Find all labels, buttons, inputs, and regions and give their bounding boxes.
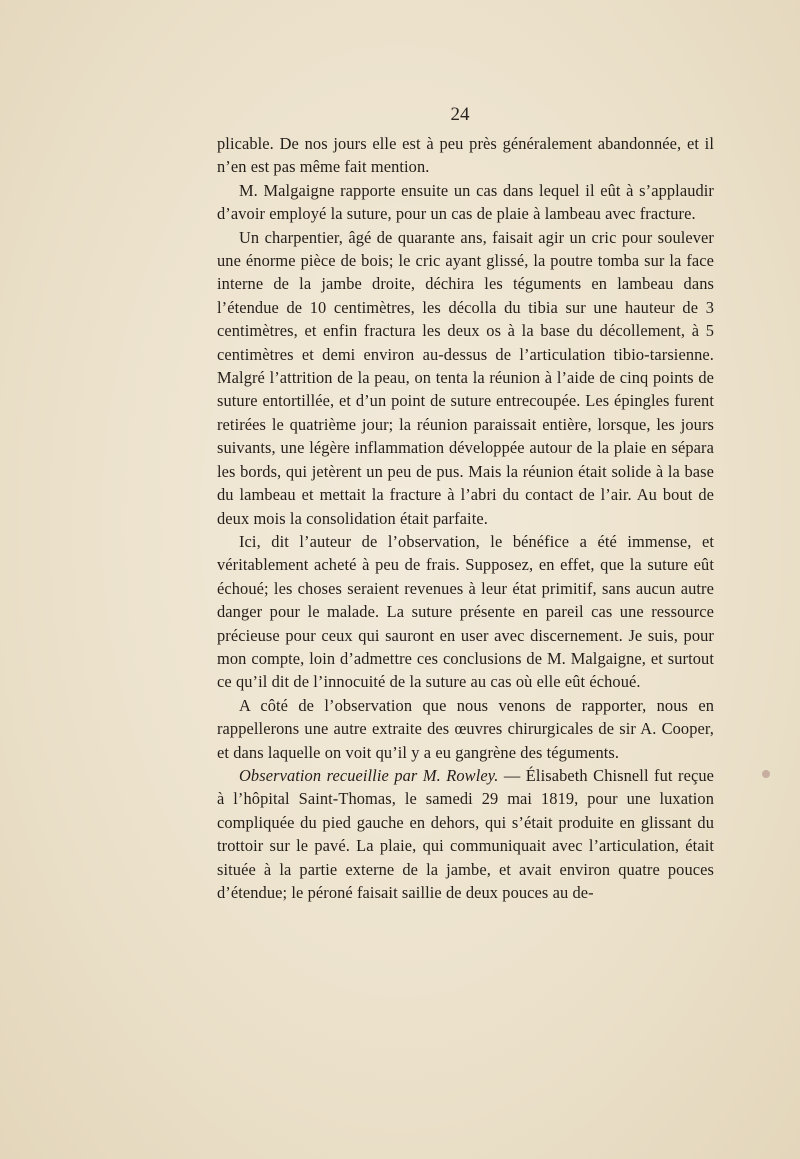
body-text — [217, 132, 714, 904]
paragraph-4: Ici, dit l’auteur de l’observation, le bénéfice a été immense, et véritablement acheté à peu de frais. Supposez, en effet, que la suture eût échoué; les choses seraient revenues à leur état primitif, sans aucun autre danger pour le malade. La suture présente en pareil cas une ressource précieuse pour ceux qui sauront en user avec discernement. Je suis, pour mon compte, loin d’admettre ces conclusions de M. Malgaigne, et surtout ce qu’il dit de l’innocuité de la suture au cas où elle eût échoué. — [217, 531, 714, 692]
observation-title: Observation recueillie par M. Rowley. — [239, 765, 499, 785]
paragraph-1: plicable. De nos jours elle est à peu près généralement abandonnée, et il n’en est pas même fait mention. — [217, 134, 714, 177]
paragraph-2: M. Malgaigne rapporte ensuite un cas dans lequel il eût à s’applaudir d’avoir employé la suture, pour un cas de plaie à lambeau avec fracture. — [217, 180, 714, 224]
paragraph-3: Un charpentier, âgé de quarante ans, faisait agir un cric pour soulever une énorme pièce de bois; le cric ayant glissé, la poutre tomba sur la face interne de la jambe droite, déchira les téguments en lambeau dans l’étendue de 10 centimètres, les décolla du tibia sur une hauteur de 3 centimètres, et enfin fractura les deux os à la base du décollement, à 5 centimètres et demi environ au-dessus de l’articulation tibio-tarsienne. Malgré l’attrition de la peau, on tenta la réunion à l’aide de cinq points de suture entortillée, et d’un point de suture entrecoupée. Les épingles furent retirées le quatrième jour; la réunion paraissait entière, lorsque, les jours suivants, une légère inflammation développée autour de la plaie en sépara les bords, qui jetèrent un peu de pus. Mais la réunion était solide à la base du lambeau et mettait la fracture à l’abri du contact de l’air. Au bout de deux mois la consolidation était parfaite. — [217, 227, 714, 528]
page-number: 24 — [450, 104, 470, 125]
ink-stain — [762, 770, 770, 778]
observation-paragraph — [217, 764, 714, 904]
paragraph-5: A côté de l’observation que nous venons de rapporter, nous en rappellerons une autre extraite des œuvres chirurgicales de sir A. Cooper, et dans laquelle on voit qu’il y a eu gangrène des téguments. — [217, 695, 714, 762]
observation-text: — Élisabeth Chisnell fut reçue à l’hôpital Saint-Thomas, le samedi 29 mai 1819, pour une luxation compliquée du pied gauche en dehors, qui s’était produite en glissant du trottoir sur le pavé. La plaie, qui communiquait avec l’articulation, était située à la partie externe de la jambe, et avait environ quatre pouces d’étendue; le péroné faisait saillie de deux pouces au de- — [217, 765, 714, 902]
